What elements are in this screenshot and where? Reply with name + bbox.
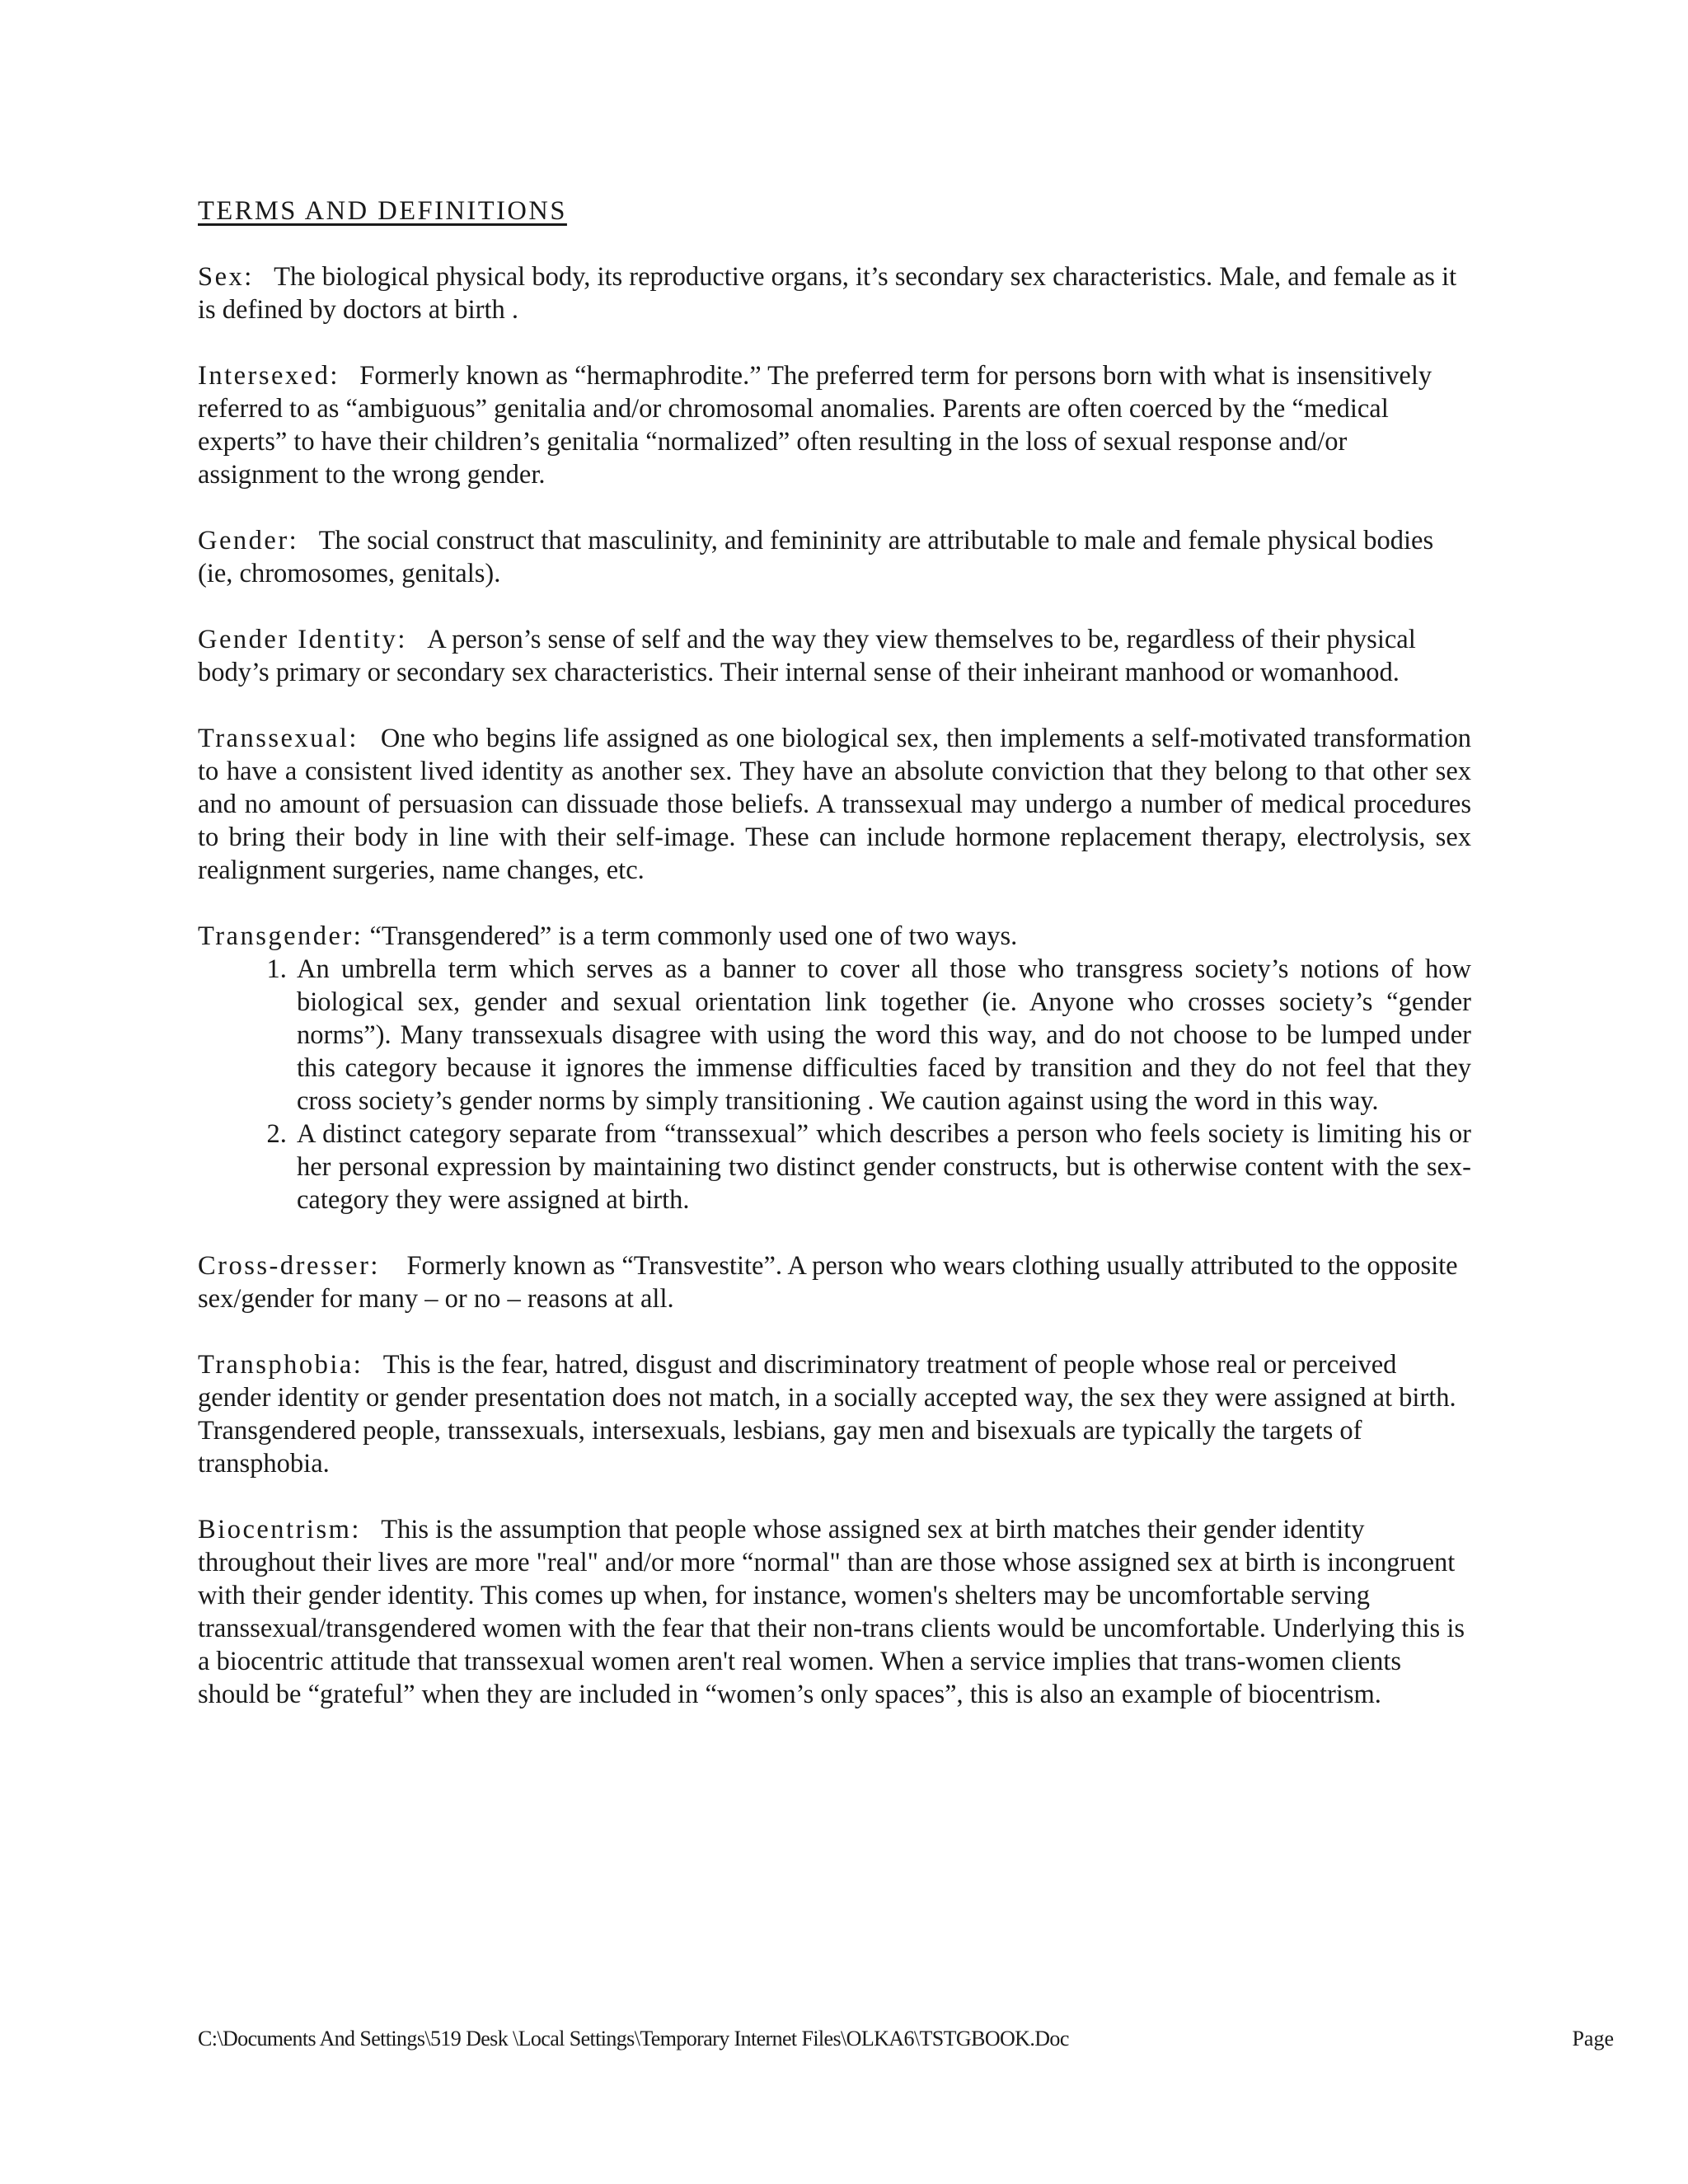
definition-gender: The social construct that masculinity, and femininity are attributable to male and female physical bodies (ie, chromosomes, genitals).	[198, 526, 1434, 588]
entry-paragraph	[198, 1348, 1471, 1480]
definition-biocentrism: This is the assumption that people whose assigned sex at birth matches their gender identity throughout their lives are more "real" and/or more “normal" than are those whose assigned sex at birth is incongruent with their gender identity. This comes up when, for instance, women's shelters may be uncomfortable serving transsexual/transgendered women with the fear that their non-trans clients would be uncomfortable. Underlying this is a biocentric attitude that transsexual women aren't real women. When a service implies that trans-women clients should be “grateful” when they are included in “women’s only spaces”, this is also an example of biocentrism.	[198, 1515, 1465, 1709]
transgender-uses-list	[198, 953, 1471, 1216]
definition-gender-identity: A person’s sense of self and the way they view themselves to be, regardless of their physical body’s primary or secondary sex characteristics. Their internal sense of their inheirant manhood or womanhood.	[198, 625, 1416, 687]
file-path: C:\Documents And Settings\519 Desk \Local Settings\Temporary Internet Files\OLKA6\TSTGBOOK.Doc	[198, 2027, 1069, 2050]
entry-paragraph	[198, 1513, 1471, 1711]
page-title: TERMS AND DEFINITIONS	[198, 196, 567, 226]
definition-transgender: “Transgendered” is a term commonly used one of two ways.	[369, 921, 1018, 951]
term-sex: Sex:	[198, 262, 254, 292]
definition-transphobia: This is the fear, hatred, disgust and discriminatory treatment of people whose real or perceived gender identity or gender presentation does not match, in a socially accepted way, the sex they were assigned at birth. Transgendered people, transsexuals, intersexuals, lesbians, gay men and bisexuals are typically the targets of transphobia.	[198, 1350, 1456, 1479]
entry-intersexed	[198, 359, 1471, 491]
term-transsexual: Transsexual:	[198, 724, 359, 753]
document-body	[198, 194, 1471, 1744]
term-transphobia: Transphobia:	[198, 1350, 363, 1380]
definition-transsexual: One who begins life assigned as one biological sex, then implements a self-motivated transformation to have a consistent lived identity as another sex. They have an absolute conviction that they belong to that other sex and no amount of persuasion can dissuade those beliefs. A transsexual may undergo a number of medical procedures to bring their body in line with their self-image. These can include hormone replacement therapy, electrolysis, sex realignment surgeries, name changes, etc.	[198, 724, 1471, 885]
term-transgender: Transgender:	[198, 921, 363, 951]
list-item: 1. An umbrella term which serves as a banner to cover all those who transgress society’s notions of how biological sex, gender and sexual orientation link together (ie. Anyone who crosses society’s “gender norms”). Many transsexuals disagree with using the word this way, and do not choose to be lumped under this category because it ignores the immense difficulties faced by transition and they do not feel that they cross society’s gender norms by simply transitioning . We caution against using the word in this way.	[293, 953, 1471, 1118]
entry-transgender	[198, 920, 1471, 1216]
entry-transphobia	[198, 1348, 1471, 1480]
entry-paragraph	[198, 524, 1471, 590]
entry-paragraph	[198, 260, 1471, 326]
definition-cross-dresser: Formerly known as “Transvestite”. A person who wears clothing usually attributed to the opposite sex/gender for many – or no – reasons at all.	[198, 1251, 1458, 1314]
definition-sex: The biological physical body, its reproductive organs, it’s secondary sex characteristics. Male, and female as it is defined by doctors at birth .	[198, 262, 1457, 325]
term-intersexed: Intersexed:	[198, 361, 340, 391]
entry-gender-identity	[198, 623, 1471, 689]
entry-paragraph	[198, 623, 1471, 689]
term-cross-dresser: Cross-dresser:	[198, 1251, 380, 1281]
term-biocentrism: Biocentrism:	[198, 1515, 361, 1544]
list-item: 2. A distinct category separate from “transsexual” which describes a person who feels society is limiting his or her personal expression by maintaining two distinct gender constructs, but is otherwise content with the sex-category they were assigned at birth.	[293, 1118, 1471, 1216]
entry-sex	[198, 260, 1471, 326]
entry-paragraph	[198, 1249, 1471, 1315]
definition-intersexed: Formerly known as “hermaphrodite.” The preferred term for persons born with what is insensitively referred to as “ambiguous” genitalia and/or chromosomal anomalies. Parents are often coerced by the “medical experts” to have their children’s genitalia “normalized” often resulting in the loss of sexual response and/or assignment to the wrong gender.	[198, 361, 1432, 490]
entry-biocentrism	[198, 1513, 1471, 1711]
entry-cross-dresser	[198, 1249, 1471, 1315]
entry-paragraph	[198, 722, 1471, 887]
term-gender: Gender:	[198, 526, 299, 555]
entry-transsexual	[198, 722, 1471, 887]
entry-gender	[198, 524, 1471, 590]
entry-paragraph	[198, 359, 1471, 491]
entry-paragraph	[198, 920, 1471, 953]
page-label: Page	[1572, 2027, 1614, 2050]
term-gender-identity: Gender Identity:	[198, 625, 407, 654]
